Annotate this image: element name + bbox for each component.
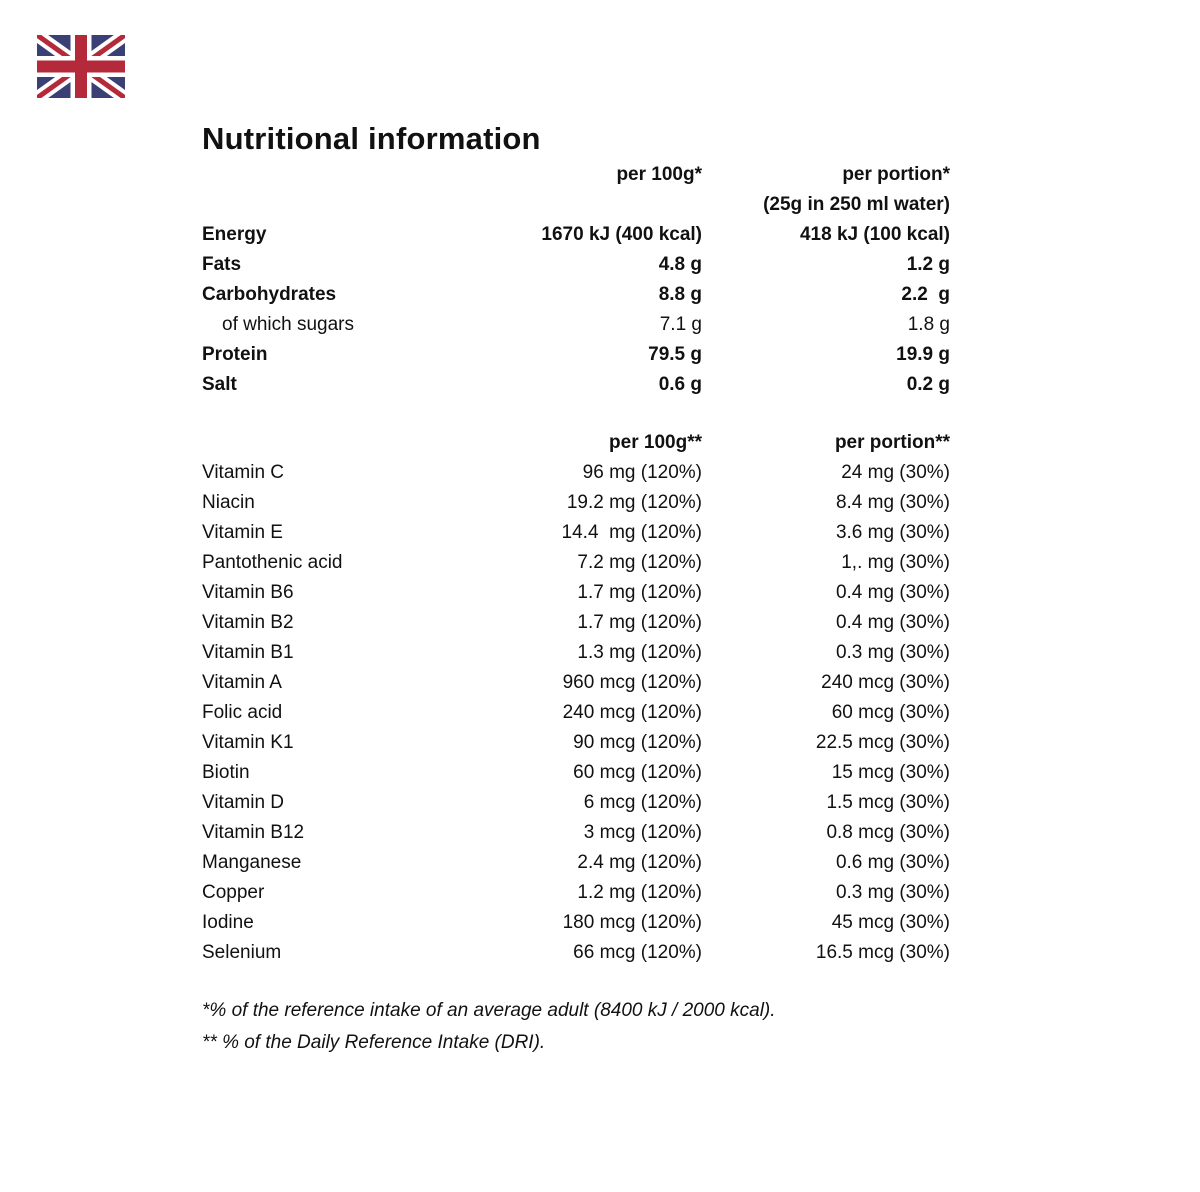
table-row — [202, 548, 950, 578]
per-100g-value: 180 mcg (120%) — [562, 912, 702, 933]
table-row — [202, 220, 950, 250]
nutrient-label: Vitamin B12 — [202, 822, 305, 843]
per-100g-value: 1.7 mg (120%) — [577, 582, 702, 603]
macro-table-subheader-row — [202, 190, 950, 220]
table-row — [202, 488, 950, 518]
table-row — [202, 698, 950, 728]
nutrient-label: Vitamin C — [202, 462, 285, 483]
per-portion-value: 240 mcg (30%) — [821, 672, 950, 693]
per-portion-value: 1.5 mcg (30%) — [826, 792, 950, 813]
per-portion-value: 2.2 g — [901, 284, 950, 305]
footnote-reference-intake: *% of the reference intake of an average adult (8400 kJ / 2000 kcal). — [202, 1000, 776, 1021]
macro-table-header-row — [202, 160, 950, 190]
per-portion-column-header: per portion* — [842, 164, 950, 185]
nutrient-label: Salt — [202, 374, 237, 395]
nutrient-label: Vitamin B6 — [202, 582, 294, 603]
per-portion-value: 60 mcg (30%) — [831, 702, 950, 723]
per-portion-value: 0.3 mg (30%) — [835, 882, 950, 903]
nutrient-label: of which sugars — [222, 314, 355, 335]
per-portion-value: 3.6 mg (30%) — [835, 522, 950, 543]
per-portion-value: 0.4 mg (30%) — [835, 612, 950, 633]
footnote-daily-reference-intake: ** % of the Daily Reference Intake (DRI). — [202, 1032, 546, 1053]
page-title: Nutritional information — [202, 121, 541, 156]
per-100g-value: 4.8 g — [658, 254, 702, 275]
table-row — [202, 878, 950, 908]
table-row — [202, 638, 950, 668]
empty-header-cell — [450, 190, 702, 220]
per-100g-value: 960 mcg (120%) — [562, 672, 702, 693]
nutrient-label: Pantothenic acid — [202, 552, 343, 573]
table-row — [202, 310, 950, 340]
per-portion-value: 0.3 mg (30%) — [835, 642, 950, 663]
per-100g-value: 7.1 g — [659, 314, 702, 335]
table-row — [202, 818, 950, 848]
per-100g-value: 7.2 mg (120%) — [577, 552, 702, 573]
nutrient-label: Vitamin K1 — [202, 732, 294, 753]
micro-table-rows — [202, 458, 950, 968]
per-portion-value: 16.5 mcg (30%) — [815, 942, 950, 963]
per-portion-value: 24 mg (30%) — [841, 462, 950, 483]
table-row — [202, 280, 950, 310]
uk-flag-icon — [37, 35, 125, 98]
per-100g-value: 1670 kJ (400 kcal) — [541, 224, 702, 245]
per-100g-value: 6 mcg (120%) — [583, 792, 702, 813]
nutrient-label: Iodine — [202, 912, 254, 933]
table-row — [202, 668, 950, 698]
per-portion-value: 45 mcg (30%) — [831, 912, 950, 933]
per-portion-value: 0.4 mg (30%) — [835, 582, 950, 603]
nutrient-label: Carbohydrates — [202, 284, 337, 305]
per-portion-value: 0.8 mcg (30%) — [826, 822, 950, 843]
per-portion-value: 0.2 g — [906, 374, 950, 395]
table-row — [202, 908, 950, 938]
per-100g-value: 8.8 g — [658, 284, 702, 305]
nutrient-label: Vitamin B1 — [202, 642, 294, 663]
per-100g-value: 1.7 mg (120%) — [577, 612, 702, 633]
nutrient-label: Vitamin A — [202, 672, 282, 693]
table-row — [202, 458, 950, 488]
per-100g-value: 66 mcg (120%) — [573, 942, 702, 963]
table-row — [202, 518, 950, 548]
per-portion-value: 418 kJ (100 kcal) — [799, 224, 950, 245]
nutrient-label: Vitamin D — [202, 792, 285, 813]
per-100g-dri-column-header: per 100g** — [609, 432, 702, 453]
nutrient-label: Niacin — [202, 492, 255, 513]
macro-nutrients-table — [202, 160, 950, 400]
table-row — [202, 578, 950, 608]
nutrient-label: Energy — [202, 224, 267, 245]
per-100g-value: 0.6 g — [658, 374, 702, 395]
macro-table-rows — [202, 220, 950, 400]
table-row — [202, 728, 950, 758]
per-portion-value: 0.6 mg (30%) — [835, 852, 950, 873]
micro-nutrients-table — [202, 428, 950, 968]
per-100g-column-header: per 100g* — [616, 164, 702, 185]
per-portion-value: 19.9 g — [896, 344, 950, 365]
table-row — [202, 340, 950, 370]
table-row — [202, 848, 950, 878]
per-100g-value: 1.2 mg (120%) — [577, 882, 702, 903]
table-row — [202, 938, 950, 968]
table-row — [202, 758, 950, 788]
per-100g-value: 79.5 g — [648, 344, 702, 365]
table-row — [202, 250, 950, 280]
table-row — [202, 788, 950, 818]
nutrient-label: Copper — [202, 882, 265, 903]
empty-header-cell — [202, 428, 450, 458]
per-100g-value: 96 mg (120%) — [582, 462, 702, 483]
per-100g-value: 3 mcg (120%) — [583, 822, 702, 843]
micro-table-header-row — [202, 428, 950, 458]
footnotes — [202, 995, 776, 1059]
nutrient-label: Vitamin E — [202, 522, 283, 543]
per-portion-dri-column-header: per portion** — [834, 432, 950, 453]
nutrient-label: Protein — [202, 344, 268, 365]
per-portion-value: 1.2 g — [906, 254, 950, 275]
nutrient-label: Vitamin B2 — [202, 612, 294, 633]
nutrient-label: Biotin — [202, 762, 250, 783]
per-portion-value: 1.8 g — [907, 314, 950, 335]
per-portion-value: 1,. mg (30%) — [841, 552, 950, 573]
per-100g-value: 14.4 mg (120%) — [561, 522, 702, 543]
per-100g-value: 2.4 mg (120%) — [577, 852, 702, 873]
per-100g-value: 1.3 mg (120%) — [577, 642, 702, 663]
per-100g-value: 90 mcg (120%) — [573, 732, 702, 753]
per-100g-value: 240 mcg (120%) — [562, 702, 702, 723]
table-row — [202, 370, 950, 400]
nutrient-label: Manganese — [202, 852, 302, 873]
per-portion-value: 22.5 mcg (30%) — [815, 732, 950, 753]
per-100g-value: 19.2 mg (120%) — [566, 492, 702, 513]
per-portion-value: 15 mcg (30%) — [831, 762, 950, 783]
nutrient-label: Folic acid — [202, 702, 283, 723]
empty-header-cell — [202, 160, 450, 190]
empty-header-cell — [202, 190, 450, 220]
per-portion-subheader: (25g in 250 ml water) — [763, 194, 950, 215]
per-100g-value: 60 mcg (120%) — [573, 762, 702, 783]
per-portion-value: 8.4 mg (30%) — [835, 492, 950, 513]
nutrient-label: Fats — [202, 254, 242, 275]
table-row — [202, 608, 950, 638]
nutrient-label: Selenium — [202, 942, 282, 963]
